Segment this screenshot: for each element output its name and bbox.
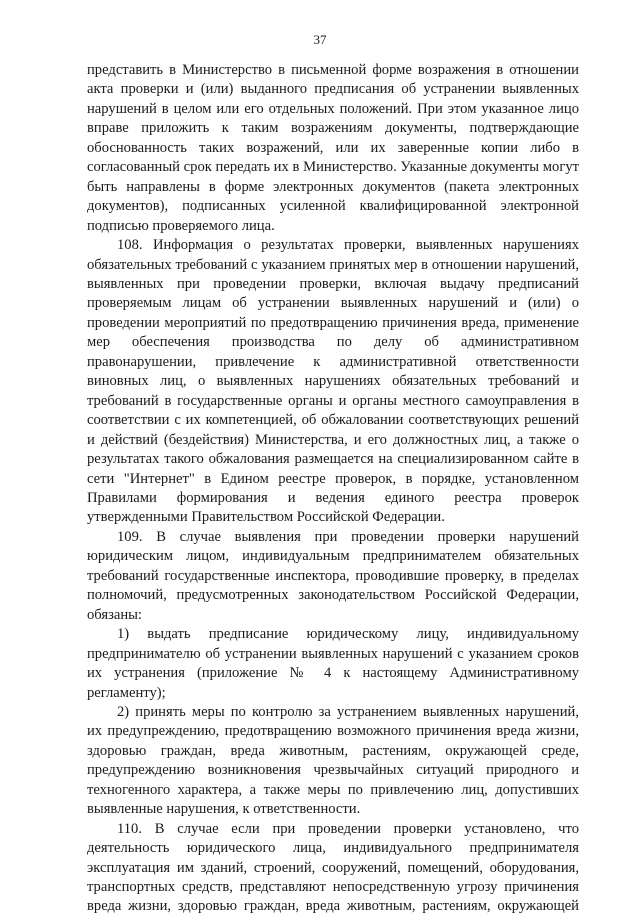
- text-line: юридическим лицом, индивидуальным предпринимателем обязательных: [87, 548, 579, 565]
- text-line: деятельность юридического лица, индивидуального предпринимателя: [87, 840, 579, 857]
- text-line: Правилами формирования и ведения единого реестра проверок: [87, 489, 579, 506]
- text-line: выявленные нарушения, к ответственности.: [87, 801, 361, 818]
- text-line: результатах такого обжалования размещается на специализированном сайте в: [87, 451, 579, 468]
- text-line: и действий (бездействия) Министерства, и его должностных лиц, а также о: [87, 431, 579, 448]
- text-line: акта проверки и (или) выданного предписания об устранении выявленных: [87, 81, 579, 98]
- text-line: согласованный срок передать их в Министерство. Указанные документы могут: [87, 159, 579, 176]
- text-line: транспортных средств, представляют непосредственную угрозу причинения: [87, 879, 579, 896]
- text-line: представить в Министерство в письменной форме возражения в отношении: [87, 62, 579, 78]
- text-line: предупреждению возникновения чрезвычайных ситуаций природного и: [87, 762, 579, 779]
- text-line: требований государственные инспектора, проводившие проверку, в пределах: [87, 567, 579, 584]
- text-line: вреда жизни, здоровью граждан, вреда животным, растениям, окружающей: [87, 898, 579, 915]
- text-line: обязательных требований с указанием принятых мер в отношении нарушений,: [87, 256, 579, 273]
- text-line: их устранения (приложение № 4 к настоящему Административному: [87, 665, 579, 682]
- page-number: 37: [313, 32, 327, 47]
- text-line: виновных лиц, о выявленных нарушениях обязательных требований и: [87, 373, 579, 390]
- text-line: эксплуатация им зданий, строений, сооружений, помещений, оборудования,: [87, 859, 579, 876]
- text-line: регламенту);: [87, 684, 166, 701]
- text-line: проведении мероприятий по предотвращению причинения вреда, применение: [87, 314, 579, 331]
- text-line: обоснованность таких возражений, или их заверенные копии либо в: [87, 139, 579, 156]
- text-line: быть направлены в форме электронных документов (пакета электронных: [87, 178, 579, 195]
- text-line: утвержденными Правительством Российской Федерации.: [87, 509, 445, 526]
- text-line: правонарушении, привлечение к административной ответственности: [87, 353, 579, 370]
- text-line: 108. Информация о результатах проверки, выявленных нарушениях: [117, 237, 579, 254]
- text-line: соответствии с их компетенцией, об обжаловании соответствующих решений: [87, 412, 579, 429]
- text-line: обязаны:: [87, 606, 142, 623]
- text-line: вправе приложить к таким возражениям документы, подтверждающие: [87, 120, 579, 137]
- text-line: здоровью граждан, вреда животным, растениям, окружающей среде,: [87, 742, 579, 759]
- text-line: 109. В случае выявления при проведении проверки нарушений: [117, 528, 579, 545]
- text-line: документов), подписанных усиленной квалифицированной электронной: [87, 198, 579, 215]
- text-line: полномочий, предусмотренных законодательством Российской Федерации,: [87, 587, 579, 604]
- text-line: предпринимателю об устранении выявленных нарушений с указанием сроков: [87, 645, 579, 662]
- text-line: техногенного характера, а также меры по привлечению лиц, допустивших: [87, 781, 579, 798]
- text-line: их предупреждению, предотвращению возможного причинения вреда жизни,: [87, 723, 579, 740]
- text-line: выявленных при проведении проверки, включая выдачу предписаний: [87, 275, 579, 292]
- text-line: проверяемым лицам об устранении выявленных нарушений и (или) о: [87, 295, 579, 312]
- text-line: подписью проверяемого лица.: [87, 217, 275, 234]
- text-line: сети "Интернет" в Едином реестре проверок, в порядке, установленном: [87, 470, 579, 487]
- text-line: 1) выдать предписание юридическому лицу, индивидуальному: [117, 626, 579, 643]
- text-line: нарушений в целом или его отдельных положений. При этом указанное лицо: [87, 100, 579, 117]
- text-line: 2) принять меры по контролю за устранением выявленных нарушений,: [117, 703, 579, 720]
- text-line: требований в государственные органы и органы местного самоуправления в: [87, 392, 579, 409]
- document-body: [87, 61, 579, 917]
- text-line: мер обеспечения производства по делу об административном: [87, 334, 579, 351]
- text-line: 110. В случае если при проведении проверки установлено, что: [117, 820, 579, 837]
